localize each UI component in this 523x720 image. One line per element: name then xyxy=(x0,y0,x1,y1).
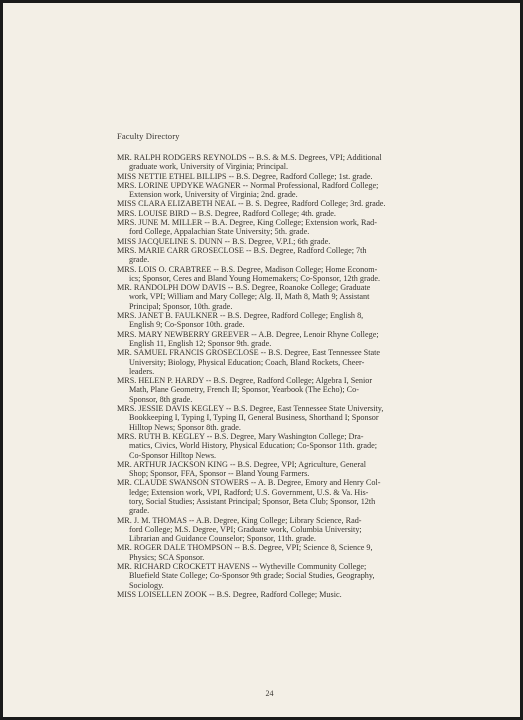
entry-continuation-line: work, VPI; William and Mary College; Alg. II, Math 8, Math 9; Assistant xyxy=(129,292,370,302)
entry-continuation-line: University; Biology, Physical Education; Coach, Bland Rockets, Cheer- xyxy=(129,357,365,367)
faculty-entry xyxy=(117,516,417,544)
document-page xyxy=(3,3,520,717)
entry-continuation-line: Bookkeeping I, Typing I, Typing II, General Business, Shorthand I; Sponsor xyxy=(129,413,379,423)
entry-continuation-line: Sociology. xyxy=(129,580,164,590)
faculty-entry xyxy=(117,237,417,246)
entry-continuation-line: Physics; SCA Sponsor. xyxy=(129,552,205,562)
entry-line: MR. CLAUDE SWANSON STOWERS -- A. B. Degree, Emory and Henry Col- xyxy=(117,478,381,488)
entry-line: MRS. LOUISE BIRD -- B.S. Degree, Radford College; 4th. grade. xyxy=(117,208,336,218)
entry-line: MR. RICHARD CROCKETT HAVENS -- Wytheville Community College; xyxy=(117,562,367,572)
faculty-entry xyxy=(117,543,417,562)
entry-line: MRS. LORINE UPDYKE WAGNER -- Normal Professional, Radford College; xyxy=(117,180,379,190)
entry-continuation-line: Co-Sponsor Hilltop News. xyxy=(129,450,217,460)
faculty-entry xyxy=(117,432,417,460)
page-number: 24 xyxy=(265,689,274,698)
entry-continuation-line: ledge; Extension work, VPI, Radford; U.S. Government, U.S. & Va. His- xyxy=(129,487,369,497)
entry-continuation-line: Librarian and Guidance Counselor; Sponsor, 11th. grade. xyxy=(129,534,316,544)
entry-continuation-line: Principal; Sponsor, 10th. grade. xyxy=(129,301,233,311)
faculty-entry xyxy=(117,478,417,515)
faculty-list xyxy=(117,153,417,599)
faculty-entry xyxy=(117,265,417,284)
faculty-entry xyxy=(117,283,417,311)
entry-line: MRS. MARY NEWBERRY GREEVER -- A.B. Degree, Lenoir Rhyne College; xyxy=(117,329,379,339)
entry-continuation-line: Sponsor, 8th grade. xyxy=(129,394,193,404)
entry-continuation-line: grade. xyxy=(129,255,150,265)
page-heading: Faculty Directory xyxy=(117,131,180,141)
entry-line: MR. J. M. THOMAS -- A.B. Degree, King College; Library Science, Rad- xyxy=(117,515,362,525)
entry-line: MRS. JUNE M. MILLER -- B.A. Degree, King College; Extension work, Rad- xyxy=(117,218,377,228)
faculty-entry xyxy=(117,330,417,349)
entry-continuation-line: tory, Social Studies; Assistant Principal; Sponsor, Beta Club; Sponsor, 12th xyxy=(129,496,376,506)
entry-line: MRS. JANET B. FAULKNER -- B.S. Degree, Radford College; English 8, xyxy=(117,311,364,321)
entry-line: MR. RANDOLPH DOW DAVIS -- B.S. Degree, Roanoke College; Graduate xyxy=(117,283,371,293)
faculty-entry xyxy=(117,246,417,265)
entry-continuation-line: Bluefield State College; Co-Sponsor 9th grade; Social Studies, Geography, xyxy=(129,571,375,581)
entry-continuation-line: leaders. xyxy=(129,366,155,376)
entry-line: MR. RALPH RODGERS REYNOLDS -- B.S. & M.S. Degrees, VPI; Additional xyxy=(117,153,382,162)
entry-line: MR. SAMUEL FRANCIS GROSECLOSE -- B.S. Degree, East Tennessee State xyxy=(117,348,381,358)
entry-line: MRS. LOIS O. CRABTREE -- B.S. Degree, Madison College; Home Econom- xyxy=(117,264,378,274)
faculty-entry xyxy=(117,199,417,208)
faculty-entry xyxy=(117,153,417,172)
entry-continuation-line: grade. xyxy=(129,506,150,516)
entry-line: MISS JACQUELINE S. DUNN -- B.S. Degree, V.P.I.; 6th grade. xyxy=(117,236,331,246)
entry-continuation-line: ford College, Appalachian State University; 5th. grade. xyxy=(129,227,310,237)
faculty-entry xyxy=(117,311,417,330)
entry-continuation-line: English 11, English 12; Sponsor 9th. grade. xyxy=(129,338,272,348)
faculty-entry xyxy=(117,172,417,181)
entry-continuation-line: Shop; Sponsor, FFA, Sponsor -- Bland Young Farmers. xyxy=(129,469,310,479)
entry-line: MRS. MARIE CARR GROSECLOSE -- B.S. Degree, Radford College; 7th xyxy=(117,245,367,255)
entry-continuation-line: Math, Plane Geometry, French II; Sponsor, Yearbook (The Echo); Co- xyxy=(129,385,359,395)
entry-line: MISS NETTIE ETHEL BILLIPS -- B.S. Degree, Radford College; 1st. grade. xyxy=(117,171,373,181)
entry-line: MRS. RUTH B. KEGLEY -- B.S. Degree, Mary Washington College; Dra- xyxy=(117,431,364,441)
entry-line: MRS. JESSIE DAVIS KEGLEY -- B.S. Degree, East Tennessee State University, xyxy=(117,404,384,414)
entry-continuation-line: Extension work, University of Virginia; 2nd. grade. xyxy=(129,190,298,200)
entry-line: MR. ROGER DALE THOMPSON -- B.S. Degree, VPI; Science 8, Science 9, xyxy=(117,543,373,553)
faculty-entry xyxy=(117,404,417,432)
faculty-entry xyxy=(117,209,417,218)
faculty-entry xyxy=(117,562,417,590)
entry-continuation-line: matics, Civics, World History, Physical Education; Co-Sponsor 11th. grade; xyxy=(129,441,378,451)
entry-line: MISS CLARA ELIZABETH NEAL -- B. S. Degree, Radford College; 3rd. grade. xyxy=(117,199,386,209)
entry-line: MR. ARTHUR JACKSON KING -- B.S. Degree, VPI; Agriculture, General xyxy=(117,459,367,469)
faculty-entry xyxy=(117,348,417,376)
faculty-entry xyxy=(117,218,417,237)
entry-continuation-line: graduate work, University of Virginia; Principal. xyxy=(129,162,289,172)
faculty-entry xyxy=(117,590,417,599)
entry-continuation-line: Hilltop News; Sponsor 8th. grade. xyxy=(129,422,241,432)
entry-continuation-line: English 9; Co-Sponsor 10th. grade. xyxy=(129,320,245,330)
entry-line: MRS. HELEN P. HARDY -- B.S. Degree, Radford College; Algebra I, Senior xyxy=(117,376,373,386)
faculty-entry xyxy=(117,181,417,200)
entry-continuation-line: ford College; M.S. Degree, VPI; Graduate work, Columbia University; xyxy=(129,524,362,534)
entry-line: MISS LOISELLEN ZOOK -- B.S. Degree, Radford College; Music. xyxy=(117,589,342,599)
faculty-entry xyxy=(117,460,417,479)
faculty-entry xyxy=(117,376,417,404)
entry-continuation-line: ics; Sponsor, Ceres and Bland Young Homemakers; Co-Sponsor, 12th grade. xyxy=(129,273,381,283)
